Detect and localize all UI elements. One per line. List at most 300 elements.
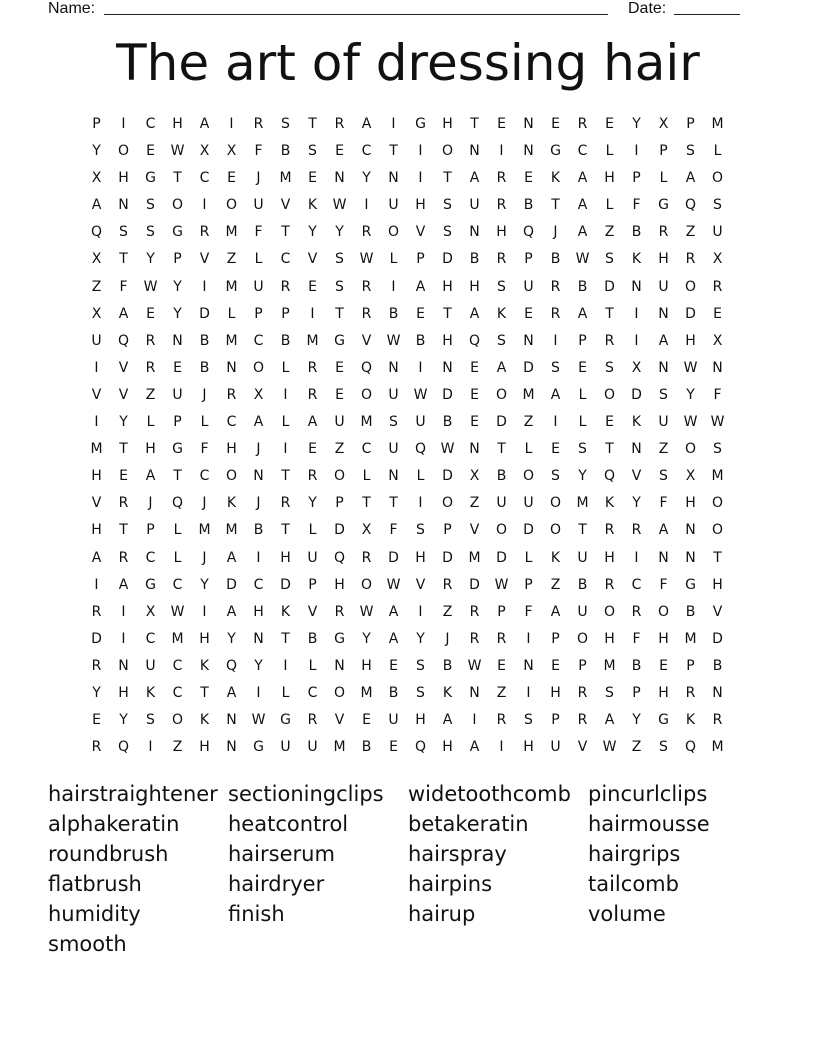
- grid-letter: P: [686, 116, 695, 132]
- grid-letter: O: [522, 468, 535, 485]
- grid-letter: A: [415, 278, 426, 295]
- grid-letter: I: [553, 414, 558, 431]
- grid-letter: D: [631, 386, 642, 403]
- grid-letter: U: [658, 278, 669, 295]
- grid-letter: N: [388, 359, 399, 376]
- grid-letter: C: [145, 549, 156, 566]
- grid-letter: N: [712, 359, 723, 376]
- grid-letter: G: [145, 576, 156, 593]
- grid-letter: V: [712, 603, 723, 620]
- grid-letter: I: [229, 116, 234, 132]
- grid-letter: D: [523, 359, 534, 376]
- grid-letter: H: [199, 739, 210, 756]
- grid-letter: L: [578, 414, 587, 431]
- grid-letter: V: [577, 739, 588, 756]
- grid-letter: J: [148, 495, 153, 512]
- grid-letter: R: [712, 278, 723, 295]
- grid-letter: P: [686, 657, 695, 674]
- grid-letter: T: [281, 522, 290, 539]
- grid-letter: M: [333, 739, 346, 756]
- grid-letter: O: [549, 522, 562, 539]
- grid-letter: I: [148, 739, 153, 756]
- grid-letter: A: [118, 305, 129, 322]
- grid-letter: H: [91, 522, 102, 539]
- word-list-item: widetoothcomb: [408, 782, 571, 806]
- grid-letter: C: [280, 251, 291, 268]
- grid-letter: Z: [658, 441, 669, 458]
- grid-letter: H: [199, 630, 210, 647]
- grid-letter: J: [202, 495, 207, 512]
- grid-letter: B: [253, 522, 264, 539]
- grid-letter: Z: [226, 251, 237, 268]
- grid-letter: E: [578, 359, 587, 376]
- grid-letter: Q: [117, 332, 130, 349]
- word-list-item: hairup: [408, 902, 476, 926]
- grid-letter: H: [442, 332, 453, 349]
- grid-letter: P: [146, 522, 155, 539]
- grid-letter: X: [145, 603, 156, 620]
- grid-letter: X: [199, 143, 210, 160]
- grid-letter: M: [468, 549, 481, 566]
- grid-letter: N: [469, 441, 480, 458]
- grid-letter: U: [91, 332, 102, 349]
- grid-letter: N: [523, 657, 534, 674]
- grid-letter: W: [413, 386, 428, 403]
- grid-letter: G: [172, 441, 183, 458]
- grid-letter: A: [361, 116, 372, 132]
- grid-letter: O: [576, 630, 589, 647]
- grid-letter: A: [550, 386, 561, 403]
- grid-letter: U: [523, 278, 534, 295]
- grid-letter: C: [361, 143, 372, 160]
- grid-letter: Z: [550, 576, 561, 593]
- grid-letter: A: [226, 549, 237, 566]
- grid-letter: O: [171, 197, 184, 214]
- grid-letter: L: [524, 441, 533, 458]
- grid-letter: R: [577, 684, 588, 701]
- grid-letter: R: [280, 495, 291, 512]
- grid-letter: K: [685, 712, 696, 729]
- grid-letter: A: [253, 414, 264, 431]
- grid-letter: R: [307, 359, 318, 376]
- grid-letter: M: [90, 441, 103, 458]
- grid-letter: M: [225, 278, 238, 295]
- grid-letter: M: [279, 170, 292, 187]
- grid-letter: Z: [91, 278, 102, 295]
- grid-letter: O: [333, 468, 346, 485]
- grid-letter: I: [202, 278, 207, 295]
- grid-letter: A: [91, 197, 102, 214]
- grid-letter: I: [121, 630, 126, 647]
- grid-letter: Y: [686, 386, 695, 403]
- grid-letter: A: [685, 170, 696, 187]
- grid-letter: X: [658, 116, 669, 132]
- grid-letter: Y: [146, 251, 155, 268]
- grid-letter: Y: [92, 684, 101, 701]
- word-list-item: hairspray: [408, 842, 507, 866]
- grid-letter: G: [145, 170, 156, 187]
- grid-letter: S: [416, 657, 425, 674]
- grid-letter: X: [91, 305, 102, 322]
- grid-letter: H: [604, 630, 615, 647]
- grid-letter: T: [443, 170, 452, 187]
- grid-letter: E: [308, 170, 317, 187]
- grid-letter: I: [121, 116, 126, 132]
- grid-letter: T: [389, 495, 398, 512]
- grid-letter: C: [631, 576, 642, 593]
- grid-letter: V: [631, 468, 642, 485]
- grid-letter: C: [199, 468, 210, 485]
- grid-letter: M: [225, 332, 238, 349]
- grid-letter: N: [253, 468, 264, 485]
- grid-letter: H: [604, 549, 615, 566]
- grid-letter: B: [442, 657, 453, 674]
- grid-letter: Y: [119, 712, 128, 729]
- grid-letter: M: [522, 386, 535, 403]
- grid-letter: A: [604, 712, 615, 729]
- grid-letter: E: [308, 441, 317, 458]
- grid-letter: Y: [362, 170, 371, 187]
- grid-letter: H: [415, 197, 426, 214]
- grid-letter: P: [308, 576, 317, 593]
- grid-letter: V: [307, 251, 318, 268]
- grid-letter: U: [496, 495, 507, 512]
- grid-letter: I: [634, 143, 639, 160]
- word-list-item: finish: [228, 902, 285, 926]
- grid-letter: O: [684, 278, 697, 295]
- grid-letter: M: [306, 332, 319, 349]
- grid-letter: M: [711, 116, 724, 132]
- grid-letter: E: [497, 657, 506, 674]
- grid-letter: S: [443, 224, 452, 241]
- grid-letter: I: [94, 414, 99, 431]
- grid-letter: B: [415, 332, 426, 349]
- grid-letter: O: [117, 143, 130, 160]
- grid-letter: H: [118, 684, 129, 701]
- grid-letter: R: [604, 332, 615, 349]
- grid-letter: X: [253, 386, 264, 403]
- grid-letter: V: [361, 332, 372, 349]
- grid-letter: B: [280, 143, 291, 160]
- grid-letter: P: [551, 712, 560, 729]
- grid-letter: M: [171, 630, 184, 647]
- grid-letter: K: [199, 657, 210, 674]
- grid-letter: Z: [685, 224, 696, 241]
- grid-letter: Q: [117, 739, 130, 756]
- grid-letter: S: [443, 197, 452, 214]
- grid-letter: C: [361, 441, 372, 458]
- grid-letter: L: [254, 251, 263, 268]
- grid-letter: O: [441, 495, 454, 512]
- grid-letter: Q: [90, 224, 103, 241]
- letter-grid: [83, 111, 731, 761]
- grid-letter: C: [172, 576, 183, 593]
- grid-letter: H: [226, 441, 237, 458]
- grid-letter: R: [442, 576, 453, 593]
- grid-letter: L: [605, 197, 614, 214]
- grid-letter: O: [225, 197, 238, 214]
- grid-letter: Z: [442, 603, 453, 620]
- grid-letter: B: [442, 414, 453, 431]
- grid-letter: A: [469, 739, 480, 756]
- grid-letter: W: [170, 603, 185, 620]
- grid-letter: T: [335, 305, 344, 322]
- grid-letter: U: [253, 197, 264, 214]
- grid-letter: V: [415, 576, 426, 593]
- grid-letter: D: [496, 414, 507, 431]
- grid-letter: S: [605, 684, 614, 701]
- grid-letter: R: [361, 549, 372, 566]
- grid-letter: W: [332, 197, 347, 214]
- grid-letter: F: [632, 630, 641, 647]
- grid-letter: E: [524, 170, 533, 187]
- grid-letter: N: [658, 359, 669, 376]
- grid-letter: T: [281, 468, 290, 485]
- grid-letter: B: [199, 332, 210, 349]
- grid-letter: O: [684, 441, 697, 458]
- grid-letter: O: [360, 386, 373, 403]
- grid-letter: C: [199, 170, 210, 187]
- grid-letter: S: [497, 332, 506, 349]
- grid-letter: U: [307, 739, 318, 756]
- grid-letter: D: [469, 576, 480, 593]
- grid-letter: W: [494, 576, 509, 593]
- grid-letter: S: [416, 522, 425, 539]
- grid-letter: F: [524, 603, 533, 620]
- grid-letter: R: [658, 224, 669, 241]
- grid-letter: N: [388, 170, 399, 187]
- grid-letter: W: [602, 739, 617, 756]
- grid-letter: P: [92, 116, 101, 132]
- grid-letter: I: [499, 739, 504, 756]
- grid-letter: E: [659, 657, 668, 674]
- grid-letter: T: [713, 549, 722, 566]
- grid-letter: P: [524, 251, 533, 268]
- word-list-item: flatbrush: [48, 872, 142, 896]
- grid-letter: Q: [360, 359, 373, 376]
- grid-letter: O: [360, 576, 373, 593]
- grid-letter: N: [469, 143, 480, 160]
- grid-letter: R: [550, 305, 561, 322]
- grid-letter: B: [469, 251, 480, 268]
- grid-letter: D: [334, 522, 345, 539]
- grid-letter: I: [283, 657, 288, 674]
- grid-letter: G: [172, 224, 183, 241]
- grid-letter: D: [712, 630, 723, 647]
- grid-letter: E: [146, 143, 155, 160]
- grid-letter: S: [146, 224, 155, 241]
- grid-letter: P: [497, 603, 506, 620]
- grid-letter: E: [551, 657, 560, 674]
- grid-letter: U: [415, 414, 426, 431]
- grid-letter: Y: [416, 630, 425, 647]
- grid-letter: O: [495, 522, 508, 539]
- grid-letter: L: [308, 522, 317, 539]
- grid-letter: U: [280, 739, 291, 756]
- grid-letter: E: [335, 359, 344, 376]
- grid-letter: O: [657, 603, 670, 620]
- grid-letter: Y: [200, 576, 209, 593]
- grid-letter: A: [388, 603, 399, 620]
- grid-letter: B: [496, 468, 507, 485]
- grid-letter: H: [442, 278, 453, 295]
- grid-letter: H: [253, 603, 264, 620]
- grid-letter: O: [333, 684, 346, 701]
- grid-letter: D: [604, 278, 615, 295]
- grid-letter: R: [604, 522, 615, 539]
- grid-letter: K: [280, 603, 291, 620]
- grid-letter: T: [605, 441, 614, 458]
- grid-letter: T: [362, 495, 371, 512]
- grid-letter: E: [92, 712, 101, 729]
- grid-letter: E: [551, 441, 560, 458]
- grid-letter: M: [711, 739, 724, 756]
- grid-letter: P: [254, 305, 263, 322]
- word-list-item: heatcontrol: [228, 812, 349, 836]
- grid-letter: R: [91, 739, 102, 756]
- grid-letter: W: [683, 359, 698, 376]
- grid-letter: B: [631, 657, 642, 674]
- grid-letter: R: [307, 468, 318, 485]
- grid-letter: M: [711, 468, 724, 485]
- grid-letter: A: [658, 522, 669, 539]
- grid-letter: T: [497, 441, 506, 458]
- grid-letter: R: [631, 603, 642, 620]
- word-list: [48, 779, 768, 959]
- grid-letter: V: [91, 495, 102, 512]
- grid-letter: U: [577, 549, 588, 566]
- grid-letter: N: [118, 657, 129, 674]
- grid-letter: H: [118, 170, 129, 187]
- grid-letter: L: [281, 359, 290, 376]
- grid-letter: C: [172, 657, 183, 674]
- grid-letter: S: [389, 414, 398, 431]
- grid-letter: O: [711, 170, 724, 187]
- grid-letter: T: [578, 522, 587, 539]
- grid-letter: C: [172, 684, 183, 701]
- grid-letter: H: [145, 441, 156, 458]
- word-list-item: hairgrips: [588, 842, 681, 866]
- grid-letter: J: [445, 630, 450, 647]
- grid-letter: D: [442, 386, 453, 403]
- grid-letter: E: [362, 712, 371, 729]
- grid-letter: H: [415, 549, 426, 566]
- grid-letter: G: [334, 332, 345, 349]
- grid-letter: E: [713, 305, 722, 322]
- grid-letter: H: [172, 116, 183, 132]
- grid-letter: Y: [578, 468, 587, 485]
- grid-letter: K: [604, 495, 615, 512]
- grid-letter: B: [631, 224, 642, 241]
- word-list-item: hairserum: [228, 842, 335, 866]
- grid-letter: I: [418, 359, 423, 376]
- grid-letter: K: [145, 684, 156, 701]
- grid-letter: M: [603, 657, 616, 674]
- date-blank-line: [674, 14, 740, 15]
- grid-letter: V: [469, 522, 480, 539]
- grid-letter: S: [308, 143, 317, 160]
- grid-letter: M: [576, 495, 589, 512]
- grid-letter: R: [253, 116, 264, 132]
- grid-letter: X: [361, 522, 372, 539]
- grid-letter: V: [91, 386, 102, 403]
- grid-letter: H: [658, 684, 669, 701]
- grid-letter: G: [334, 630, 345, 647]
- grid-letter: M: [360, 684, 373, 701]
- grid-letter: R: [91, 657, 102, 674]
- grid-letter: F: [254, 143, 263, 160]
- grid-letter: G: [280, 712, 291, 729]
- grid-letter: H: [415, 712, 426, 729]
- grid-letter: R: [604, 576, 615, 593]
- grid-letter: F: [254, 224, 263, 241]
- grid-letter: A: [496, 359, 507, 376]
- grid-letter: V: [199, 251, 210, 268]
- grid-letter: R: [145, 332, 156, 349]
- grid-letter: A: [226, 603, 237, 620]
- grid-letter: X: [91, 170, 102, 187]
- grid-letter: K: [631, 251, 642, 268]
- grid-letter: U: [253, 278, 264, 295]
- grid-letter: G: [550, 143, 561, 160]
- grid-letter: O: [603, 603, 616, 620]
- grid-letter: B: [280, 332, 291, 349]
- grid-letter: P: [335, 495, 344, 512]
- grid-letter: B: [361, 739, 372, 756]
- grid-letter: I: [499, 143, 504, 160]
- grid-letter: Y: [173, 305, 182, 322]
- grid-letter: Z: [334, 441, 345, 458]
- grid-letter: B: [199, 359, 210, 376]
- grid-letter: U: [550, 739, 561, 756]
- grid-letter: U: [523, 495, 534, 512]
- grid-letter: F: [713, 386, 722, 403]
- grid-letter: Q: [414, 739, 427, 756]
- grid-letter: G: [658, 197, 669, 214]
- grid-letter: I: [418, 495, 423, 512]
- grid-letter: L: [281, 684, 290, 701]
- grid-letter: O: [225, 468, 238, 485]
- grid-letter: S: [119, 224, 128, 241]
- grid-letter: A: [388, 630, 399, 647]
- grid-letter: A: [550, 603, 561, 620]
- grid-letter: L: [578, 386, 587, 403]
- grid-letter: E: [173, 359, 182, 376]
- grid-letter: R: [334, 603, 345, 620]
- grid-letter: R: [496, 630, 507, 647]
- grid-letter: W: [359, 603, 374, 620]
- grid-letter: M: [360, 414, 373, 431]
- grid-letter: N: [442, 359, 453, 376]
- grid-letter: R: [496, 170, 507, 187]
- grid-letter: V: [118, 386, 129, 403]
- grid-letter: A: [442, 712, 453, 729]
- grid-letter: P: [578, 332, 587, 349]
- grid-letter: T: [119, 441, 128, 458]
- grid-letter: E: [335, 386, 344, 403]
- grid-letter: B: [577, 278, 588, 295]
- grid-letter: W: [440, 441, 455, 458]
- grid-letter: L: [200, 414, 209, 431]
- grid-letter: A: [199, 116, 210, 132]
- grid-letter: V: [334, 712, 345, 729]
- grid-letter: A: [577, 170, 588, 187]
- grid-letter: I: [94, 576, 99, 593]
- grid-letter: K: [631, 414, 642, 431]
- grid-letter: A: [469, 170, 480, 187]
- grid-letter: R: [361, 305, 372, 322]
- grid-letter: W: [143, 278, 158, 295]
